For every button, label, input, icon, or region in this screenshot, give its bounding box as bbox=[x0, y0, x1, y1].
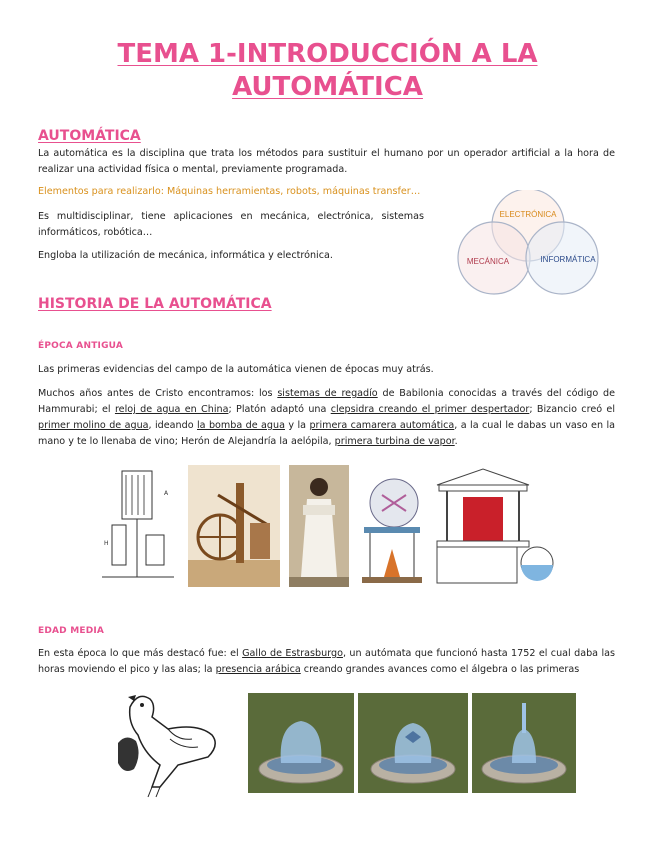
automatic-maid-image bbox=[289, 465, 349, 587]
svg-text:H: H bbox=[104, 540, 109, 547]
subheading-epoca-antigua: ÉPOCA ANTIGUA bbox=[38, 341, 124, 351]
svg-text:A: A bbox=[164, 490, 169, 497]
paragraph-evidencias: Las primeras evidencias del campo de la automática vienen de épocas muy atrás. bbox=[38, 364, 434, 375]
water-mill-model-image bbox=[188, 465, 280, 587]
paragraph-definition: La automática es la disciplina que trata los métodos para sustituir el humano por un operador artificial a la hora de realizar una actividad física o mental, previamente programada. bbox=[38, 148, 615, 175]
venn-diagram bbox=[448, 190, 608, 300]
fountain-image-2 bbox=[358, 693, 468, 793]
link-bomba-agua[interactable]: la bomba de agua bbox=[197, 420, 285, 431]
link-gallo-estrasburgo[interactable]: Gallo de Estrasburgo bbox=[242, 648, 343, 659]
paragraph-multidisciplinary: Es multidisciplinar, tiene aplicaciones en mecánica, electrónica, sistemas informáticos, robótica… bbox=[38, 211, 424, 238]
section-heading-automatica: AUTOMÁTICA bbox=[38, 128, 141, 144]
paragraph-antiguedad: Muchos años antes de Cristo encontramos: los sistemas de regadío de Babilonia conocidas a través del código de Hammurabi; el reloj de agua en China; Platón adaptó una clepsidra creando el primer despertador; Bizancio creó el primer molino de agua, ideando la bomba de agua y la primera camarera automática, a la cual le dabas un vaso en la mano y te lo llenaba de vino; Herón de Alejandría la aelópila, primera turbina de vapor. bbox=[38, 388, 616, 447]
paragraph-edad-media: En esta época lo que más destacó fue: el Gallo de Estrasburgo, un autómata que funcionó hasta 1752 el cual daba las horas moviendo el pico y las alas; la presencia arábica creando grandes avances como el álgebra o las primeras bbox=[38, 648, 615, 675]
page-title: TEMA 1-INTRODUCCIÓN A LA AUTOMÁTICA bbox=[117, 39, 538, 102]
fountain-image-1 bbox=[248, 693, 354, 793]
section-heading-historia: HISTORIA DE LA AUTOMÁTICA bbox=[38, 296, 272, 312]
paragraph-elements: Elementos para realizarlo: Máquinas herramientas, robots, máquinas transfer… bbox=[38, 186, 421, 197]
venn-label-top: ELECTRÓNICA bbox=[499, 210, 557, 219]
fountain-image-3 bbox=[472, 693, 576, 793]
link-camarera-automatica[interactable]: primera camarera automática bbox=[309, 420, 455, 431]
paragraph-engloba: Engloba la utilización de mecánica, informática y electrónica. bbox=[38, 250, 333, 261]
link-molino-agua[interactable]: primer molino de agua bbox=[38, 420, 149, 431]
link-presencia-arabica[interactable]: presencia arábica bbox=[215, 664, 301, 675]
link-sistemas-regadio[interactable]: sistemas de regadío bbox=[277, 388, 378, 399]
strasbourg-rooster-drawing-image bbox=[108, 683, 236, 801]
venn-label-left: MECÁNICA bbox=[466, 257, 510, 266]
link-reloj-agua[interactable]: reloj de agua en China bbox=[114, 404, 229, 415]
link-clepsidra[interactable]: clepsidra creando el primer despertador bbox=[330, 404, 530, 415]
water-clock-drawing-image bbox=[92, 465, 184, 587]
link-turbina-vapor[interactable]: primera turbina de vapor bbox=[334, 436, 455, 447]
temple-doors-drawing-image bbox=[433, 465, 555, 587]
venn-label-right: INFORMÁTICA bbox=[540, 255, 596, 264]
steam-turbine-drawing-image bbox=[356, 465, 428, 587]
subheading-edad-media: EDAD MEDIA bbox=[38, 626, 105, 636]
